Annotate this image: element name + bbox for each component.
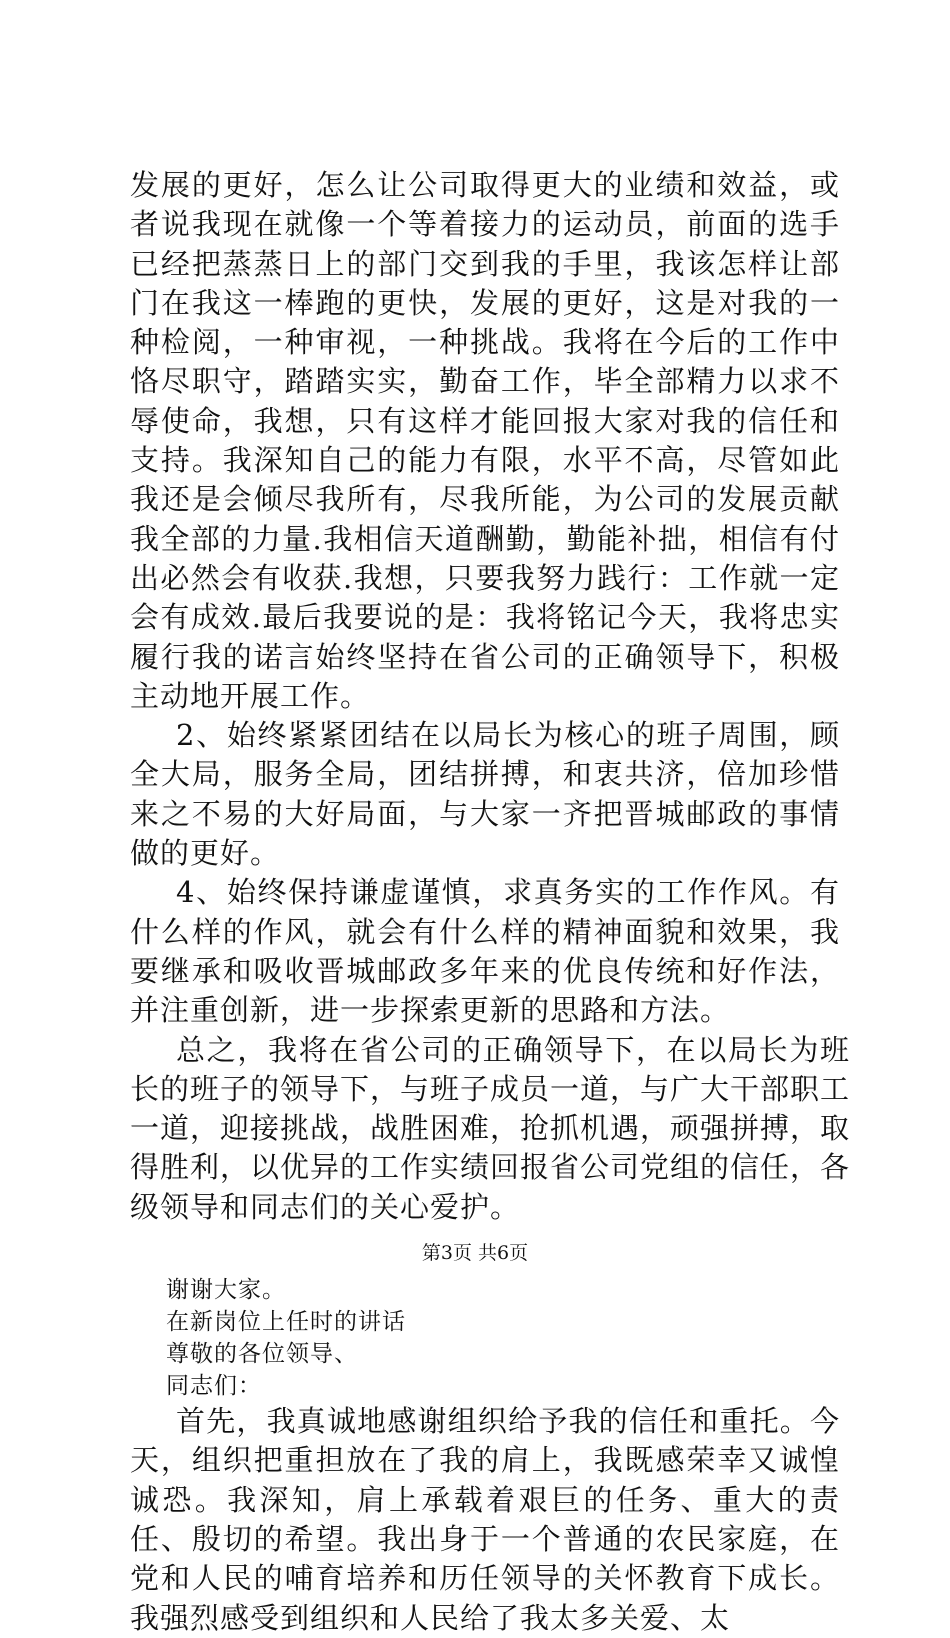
page-footer: 第3页 共6页 [421, 1242, 529, 1264]
paragraph-point-2: 2、始终紧紧团结在以局长为核心的班子周围，顾全大局，服务全局，团结拼搏，和衷共济，倍加珍惜来之不易的大好局面，与大家一齐把晋城邮政的事情做的更好。 [130, 718, 840, 871]
salutation-leaders: 尊敬的各位领导、 [166, 1341, 358, 1368]
paragraph-continuation: 发展的更好，怎么让公司取得更大的业绩和效益，或者说我现在就像一个等着接力的运动员，前面的选手已经把蒸蒸日上的部门交到我的手里，我该怎样让部门在我这一棒跑的更快，发展的更好，这是对我的一种检阅，一种审视，一种挑战。我将在今后的工作中恪尽职守，踏踏实实，勤奋工作，毕全部精力以求不辱使命，我想，只有这样才能回报大家对我的信任和支持。我深知自己的能力有限，水平不高，尽管如此我还是会倾尽我所有，尽我所能，为公司的发展贡献我全部的力量.我相信天道酬勤，勤能补拙，相信有付出必然会有收获.我想，只要我努力践行：工作就一定会有成效.最后我要说的是：我将铭记今天，我将忠实履行我的诺言始终坚持在省公司的正确领导下，积极主动地开展工作。 [130, 168, 840, 713]
paragraph-point-4: 4、始终保持谦虚谨慎，求真务实的工作作风。有什么样的作风，就会有什么样的精神面貌和效果，我要继承和吸收晋城邮政多年来的优良传统和好作法，并注重创新，进一步探索更新的思路和方法。 [130, 875, 840, 1028]
paragraph-summary: 总之，我将在省公司的正确领导下，在以局长为班长的班子的领导下，与班子成员一道，与广大干部职工一道，迎接挑战，战胜困难，抢抓机遇，顽强拼搏，取得胜利，以优异的工作实绩回报省公司党组的信任，各级领导和同志们的关心爱护。 [130, 1032, 851, 1224]
paragraph-opening: 首先，我真诚地感谢组织给予我的信任和重托。今天，组织把重担放在了我的肩上，我既感荣幸又诚惶诚恐。我深知，肩上承载着艰巨的任务、重大的责任、殷切的希望。我出身于一个普通的农民家庭，在党和人民的哺育培养和历任领导的关怀教育下成长。我强烈感受到组织和人民给了我太多关爱、太 [130, 1404, 840, 1635]
speech-title: 在新岗位上任时的讲话 [166, 1309, 406, 1336]
thanks-line: 谢谢大家。 [166, 1277, 286, 1304]
document-body [130, 166, 851, 1638]
salutation-comrades: 同志们： [166, 1373, 262, 1400]
